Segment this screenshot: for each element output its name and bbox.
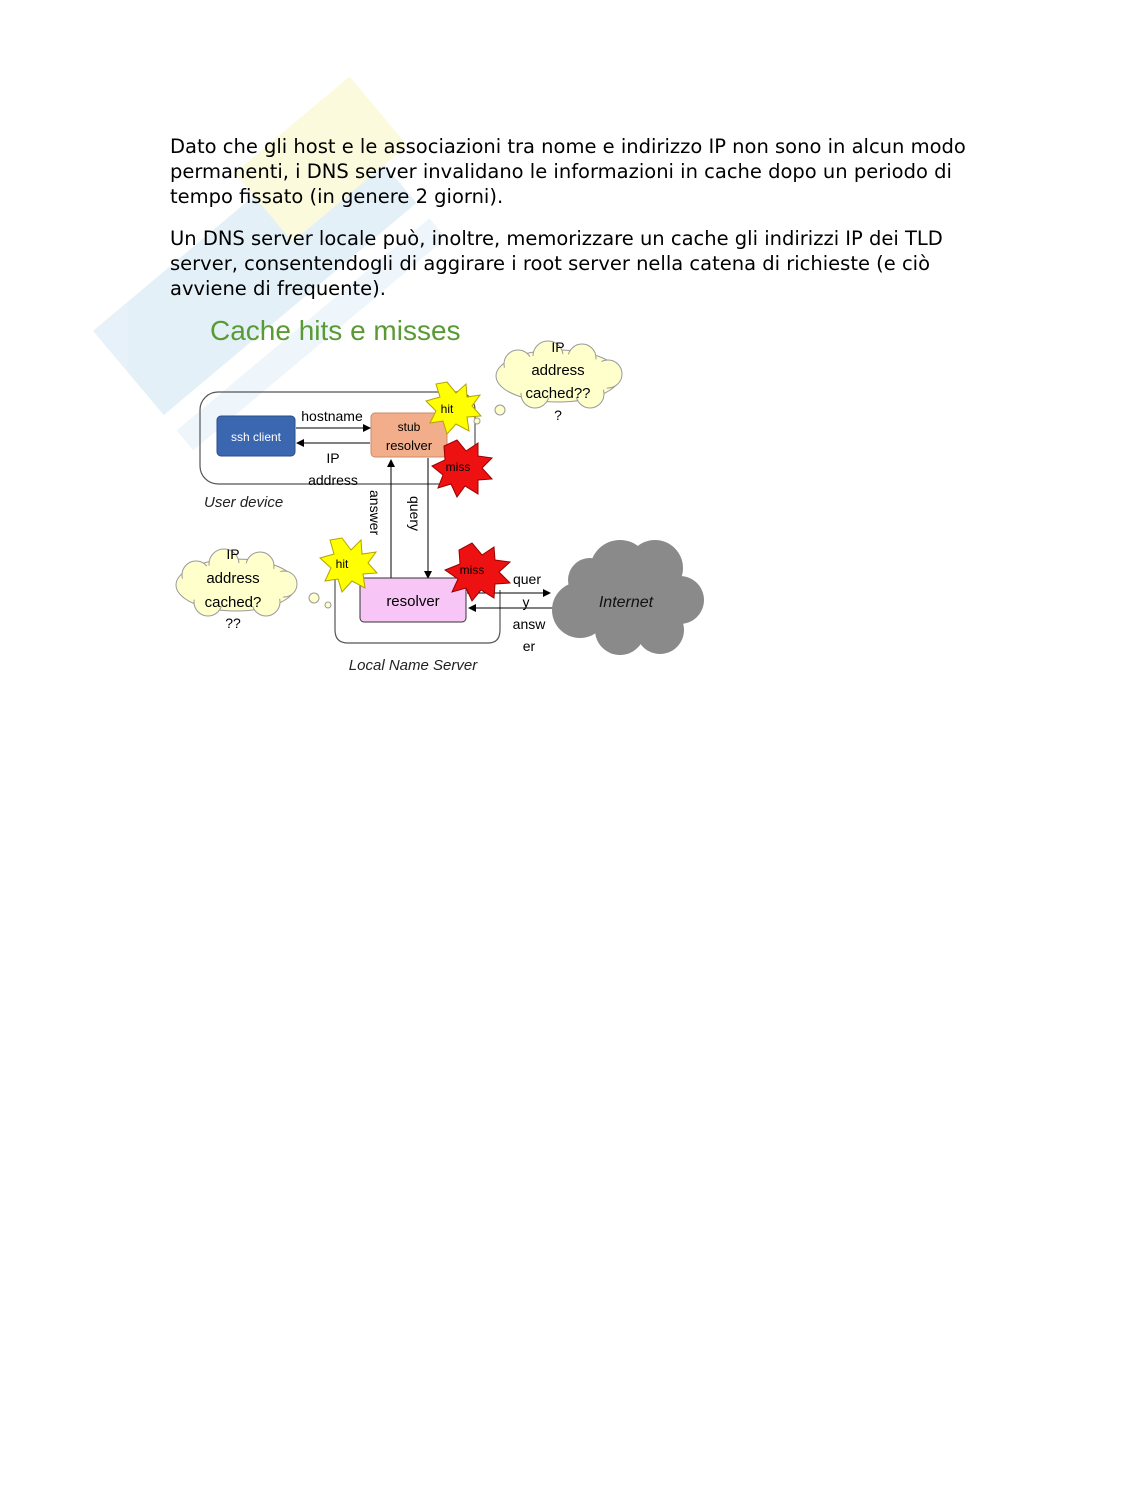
local-name-server-label: Local Name Server — [348, 657, 478, 674]
query-label: query — [407, 496, 423, 532]
stub-label: stub — [397, 420, 421, 434]
answer-right-1: answ — [512, 616, 546, 632]
thought-top-2: address — [531, 362, 585, 379]
user-device-label: User device — [204, 494, 284, 511]
answer-label: answer — [367, 490, 383, 536]
hostname-label: hostname — [301, 408, 363, 424]
resolver-label-top: resolver — [385, 438, 433, 453]
ssh-client-label: ssh client — [230, 430, 282, 444]
paragraph-2: Un DNS server locale può, inoltre, memorizzare un cache gli indirizzi IP dei TLD server, consentendogli di aggirare i root server nella catena di richieste (e ciò avviene di frequente). — [170, 227, 943, 300]
miss-label-bottom: miss — [459, 563, 485, 577]
thought-top-1: IP — [551, 339, 565, 355]
paragraph-1: Dato che gli host e le associazioni tra nome e indirizzo IP non sono in alcun modo permanenti, i DNS server invalidano le informazioni in cache dopo un periodo di tempo fissato (in genere 2 giorni). — [170, 135, 966, 208]
miss-label-top: miss — [445, 460, 471, 474]
ip-label: IP — [326, 450, 340, 466]
thought-left-1: IP — [226, 546, 240, 562]
address-label: address — [308, 472, 358, 488]
answer-right-2: er — [522, 638, 536, 654]
thought-top-4: ? — [554, 407, 562, 423]
diagram-title: Cache hits e misses — [210, 315, 461, 346]
thought-left-4: ?? — [225, 615, 241, 631]
internet-label: Internet — [598, 594, 654, 611]
thought-left-2: address — [206, 570, 260, 587]
thought-bubble-top — [474, 341, 622, 424]
cache-diagram — [160, 300, 720, 680]
thought-top-3: cached?? — [525, 385, 591, 402]
hit-label-top: hit — [440, 402, 454, 416]
hit-label-bottom: hit — [335, 557, 349, 571]
query-right-2: y — [522, 594, 530, 610]
query-right-1: quer — [512, 571, 542, 587]
resolver-label: resolver — [386, 593, 440, 610]
thought-left-3: cached? — [204, 594, 262, 611]
